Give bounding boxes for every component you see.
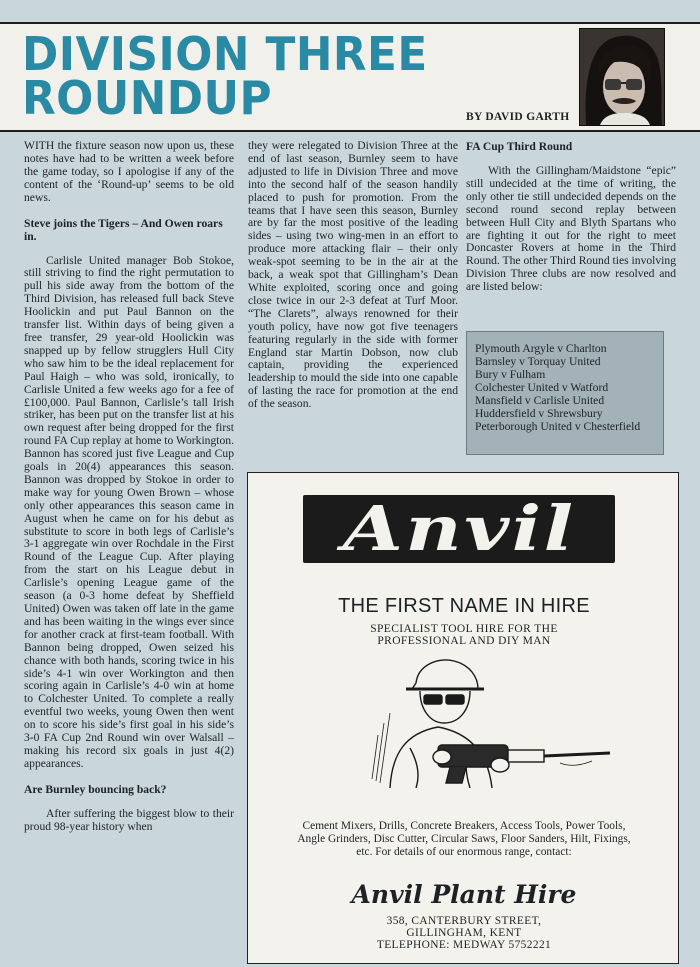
- column-1: [24, 140, 234, 846]
- title-line-2: ROUNDUP: [22, 71, 272, 125]
- author-photo: [579, 28, 665, 126]
- burnley-paragraph-continued: they were relegated to Division Three at the end of last season, Burnley seem to have adjusted to life in Division Three and move into the second half of the season handily placed to push for promotion. From the teams that I have seen this season, Burnley are by far the most positive of the leading sides – using two wing-men in an effort to produce more attacking flair – their only weak-spot seeming to be in the air at the back, a weak spot that Gillingham’s Dean White exploited, scoring once and going close twice in our 2-3 defeat at Turf Moor. “The Clarets”, always renowned for their youth policy, have now got five teenagers featuring regularly in the side with former England star Martin Dobson, now club captain, providing the experienced leadership to mould the side into one capable of lasting the race for promotion at the end of the season.: [248, 139, 458, 411]
- workman-with-drill-illustration: [320, 653, 620, 788]
- column-2: [248, 140, 458, 423]
- anvil-logo-banner: [303, 492, 615, 565]
- ad-subtitle-line-1: SPECIALIST TOOL HIRE FOR THE: [370, 623, 558, 635]
- fixture-item: Peterborough United v Chesterfield: [475, 420, 641, 433]
- fixture-item: Barnsley v Torquay United: [475, 355, 601, 368]
- ad-product-list: Cement Mixers, Drills, Concrete Breakers, Access Tools, Power Tools, Angle Grinders, Disc Cutter, Circular Saws, Floor Sanders, Hilt, Fixings, etc. For details of our enormous range, contact:: [297, 820, 631, 858]
- ad-telephone: TELEPHONE: MEDWAY 5752221: [376, 939, 552, 951]
- ad-address-street: 358, CANTERBURY STREET,: [386, 915, 542, 927]
- article-header: [0, 22, 700, 132]
- fixture-item: Colchester United v Watford: [475, 381, 609, 394]
- ad-address: [248, 915, 680, 951]
- ad-subtitle-line-2: PROFESSIONAL AND DIY MAN: [377, 635, 551, 647]
- ad-company-name: Anvil Plant Hire: [351, 880, 577, 909]
- anvil-advertisement: [247, 472, 679, 964]
- author-portrait-image: [580, 29, 664, 125]
- byline: BY DAVID GARTH: [466, 111, 570, 123]
- title-line-1: DIVISION THREE: [22, 27, 428, 81]
- carlisle-paragraph: Carlisle United manager Bob Stokoe, still striving to find the right permutation to pull his side away from the bottom of the Third Division, has released full back Steve Hoolickin and put Paul Bannon on the transfer list. Within days of being given a free transfer, 29 year-old Hoolickin was snapped up by fellow strugglers Hull City who saw him to be the ideal replacement for Paul Haigh – who was sold, ironically, to Carlisle United a few weeks ago for a fee of £100,000. Paul Bannon, Carlisle’s tall Irish striker, has been put on the transfer list at his own request after being dropped for the first round FA Cup replay at home to Workington. Bannon has scored just five League and Cup goals in 20(4) appearances this season. Bannon was dropped by Stokoe in order to make way for young Owen Brown – whose only other appearances this season came in August when he came on for his debut as substitute to score in both legs of Carlisle’s 3-1 aggregate win over Rochdale in the First Round of the League Cup. After playing from the start on his League debut in Carlisle’s opening League game of the season (a 0-3 home defeat by Sheffield United) Owen was taken off late in the game and has been waiting in the wings ever since for another crack at first-team football. With Bannon being dropped, Owen seized his chance with both hands, scoring twice in his side’s 4-1 win over Workington and then scoring again in Carlisle’s 4-0 win at home to Colchester United. To complete a really eventful two weeks, young Owen then went on to score his side’s first goal in his side’s 3-0 FA Cup 2nd Round win over Walsall – making his record six goals in just 4(2) appearances.: [24, 253, 234, 770]
- fixture-item: Bury v Fulham: [475, 368, 546, 381]
- fa-cup-paragraph: With the Gillingham/Maidstone “epic” still undecided at the time of writing, the only other tie still undecided depends on the second round second replay between between Hull City and Blyth Spartans who are fighting it out for the right to meet Doncaster Rovers at home in the Third Round. The other Third Round ties involving Division Three clubs are now resolved and are listed below:: [466, 164, 676, 294]
- section-heading-tigers: Steve joins the Tigers – And Owen roars in.: [24, 216, 223, 243]
- anvil-logo: Anvil: [342, 492, 576, 565]
- fixture-item: Huddersfield v Shrewsbury: [475, 407, 603, 420]
- ad-address-town: GILLINGHAM, KENT: [406, 927, 522, 939]
- fixture-item: Mansfield v Carlisle United: [475, 394, 605, 407]
- section-heading-burnley: Are Burnley bouncing back?: [24, 782, 167, 796]
- section-heading-fa-cup: FA Cup Third Round: [466, 140, 573, 153]
- fixtures-box: [466, 331, 664, 455]
- article-title: [22, 27, 428, 125]
- column-3: [466, 140, 676, 306]
- intro-paragraph: WITH the fixture season now upon us, these notes have had to be written a week before the game today, so I apologise if any of the content of the ‘Round-up’ seems to be old news.: [24, 139, 234, 204]
- ad-subtitle: [248, 623, 680, 647]
- fixture-item: Plymouth Argyle v Charlton: [475, 342, 607, 355]
- burnley-paragraph-start: After suffering the biggest blow to their proud 98-year history when: [24, 806, 234, 833]
- ad-tagline: THE FIRST NAME IN HIRE: [338, 595, 590, 617]
